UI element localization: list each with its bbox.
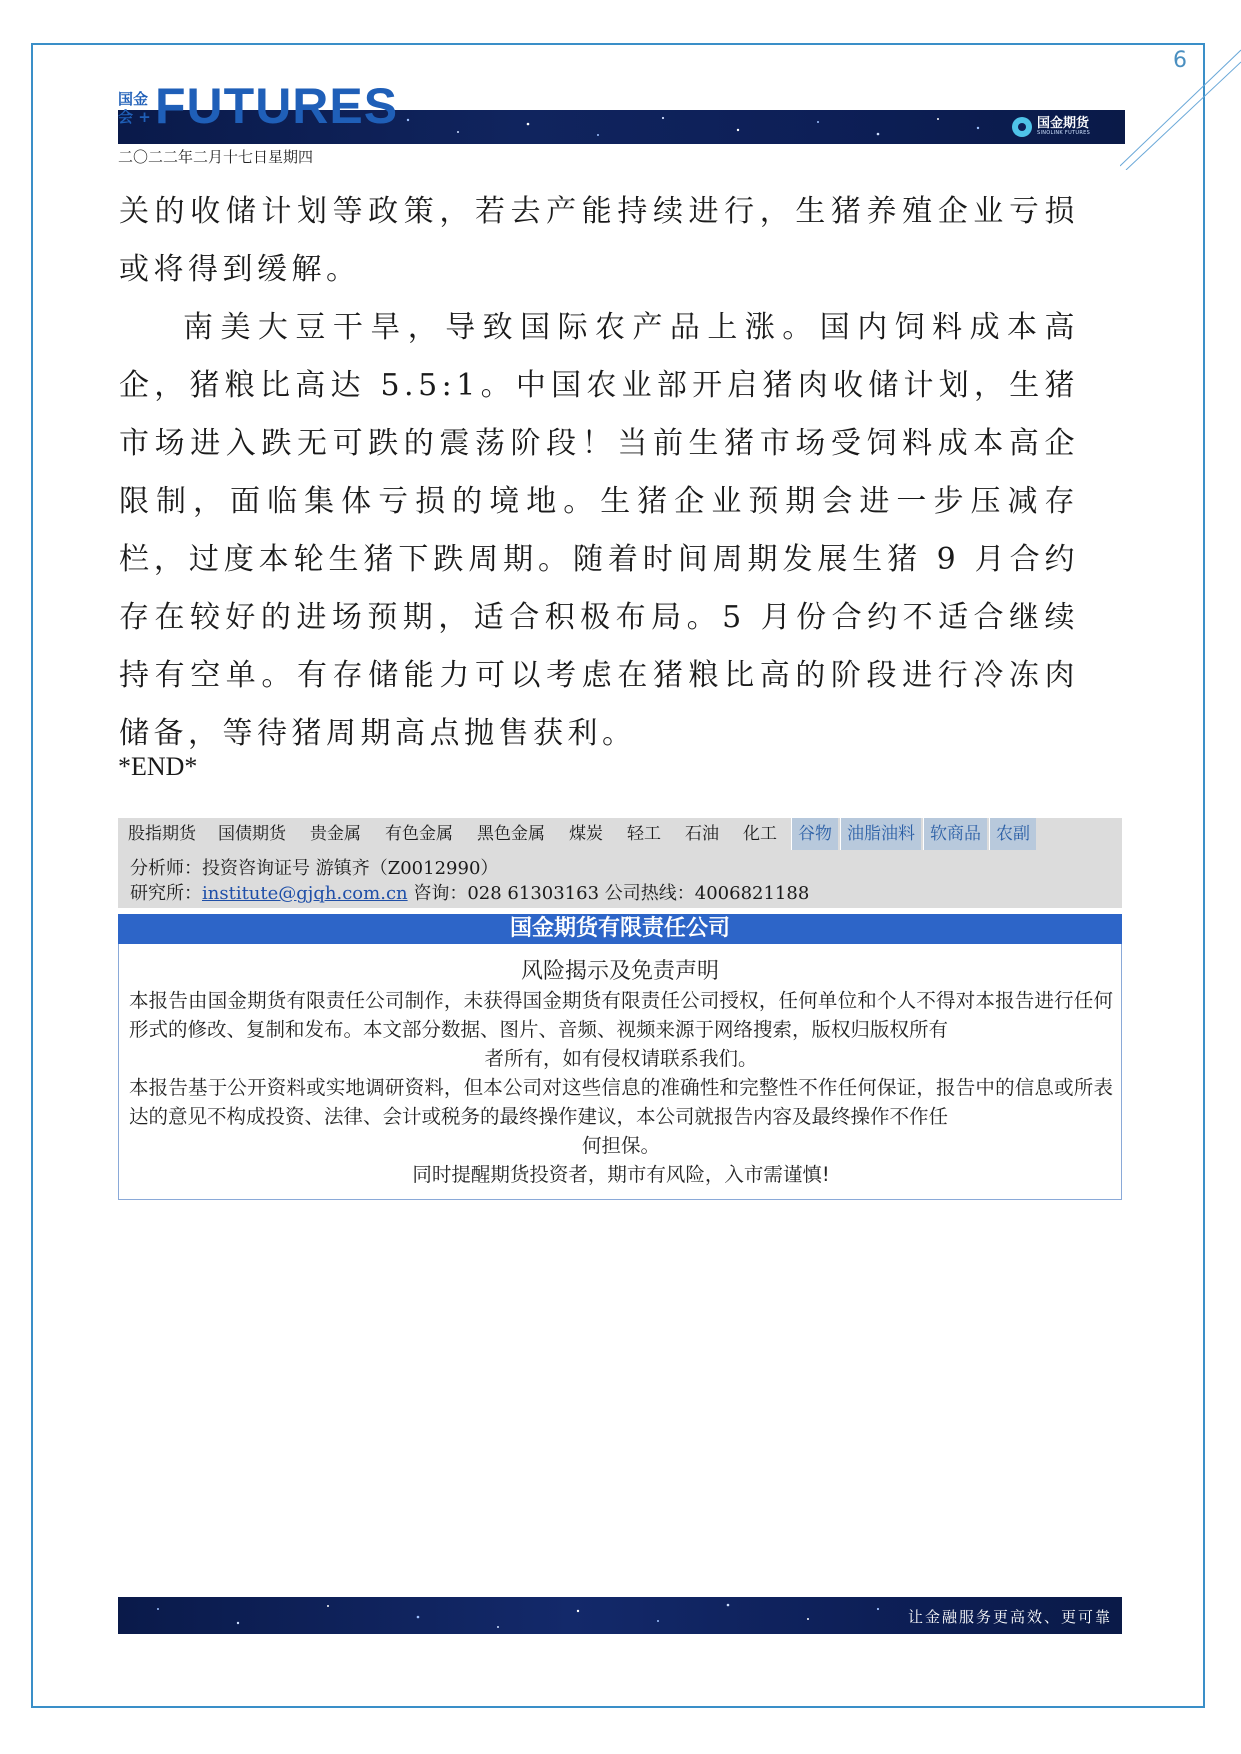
disclaimer-title: 风险揭示及免责声明	[520, 959, 719, 984]
brand-badge	[1012, 115, 1090, 139]
logo-futures: FUTURES	[155, 78, 399, 134]
report-body	[119, 183, 1079, 763]
brand-name: 国金期货	[1037, 116, 1090, 131]
risk-warning: 同时提醒期货投资者，期市有风险，入市需谨慎!	[412, 1163, 830, 1186]
email-link[interactable]: institute@gjqh.com.cn	[202, 883, 408, 904]
disclaimer-paragraph-end: 者所有，如有侵权请联系我们。	[484, 1047, 758, 1070]
category-item-highlighted[interactable]: 谷物	[791, 818, 838, 850]
category-row	[118, 818, 1036, 850]
category-item[interactable]: 化工	[743, 824, 777, 844]
category-item-highlighted[interactable]: 农副	[989, 818, 1036, 850]
disclaimer-paragraph-end: 何担保。	[581, 1134, 660, 1157]
category-item[interactable]: 黑色金属	[477, 824, 545, 844]
logo-chinese: 国金 会 +	[118, 90, 151, 126]
category-item[interactable]: 石油	[685, 824, 719, 844]
brand-logo-icon	[1012, 117, 1032, 137]
category-item[interactable]: 轻工	[627, 824, 661, 844]
category-item[interactable]: 煤炭	[569, 824, 603, 844]
category-item[interactable]: 有色金属	[385, 824, 453, 844]
disclaimer-box	[118, 944, 1122, 1200]
disclaimer-body	[129, 986, 1113, 1189]
contact-info	[130, 879, 809, 905]
footer-band	[118, 1597, 1122, 1634]
end-mark: *END*	[118, 752, 198, 781]
footer-slogan: 让金融服务更高效、更可靠	[907, 1608, 1112, 1626]
report-date: 二〇二二年二月十七日星期四	[118, 148, 314, 166]
company-name-bar: 国金期货有限责任公司	[118, 914, 1122, 944]
category-item[interactable]: 国债期货	[218, 824, 286, 844]
paragraph: 南美大豆干旱，导致国际农产品上涨。国内饲料成本高企，猪粮比高达 5.5:1。中国农业部开启猪肉收储计划，生猪市场进入跌无可跌的震荡阶段！当前生猪市场受饲料成本高企限制，面临集体亏损的境地。生猪企业预期会进一步压减存栏，过度本轮生猪下跌周期。随着时间周期发展生猪 9 月合约存在较好的进场预期，适合积极布局。5 月份合约不适合继续持有空单。有存储能力可以考虑在猪粮比高的阶段进行冷冻肉储备，等待猪周期高点抛售获利。	[119, 310, 1079, 751]
category-item[interactable]: 贵金属	[310, 824, 361, 844]
corner-decoration	[1120, 40, 1241, 170]
institute-label: 研究所：	[130, 883, 202, 904]
analyst-info: 分析师：投资咨询证号 游镇齐（Z0012990）	[130, 858, 499, 879]
category-item-highlighted[interactable]: 软商品	[923, 818, 987, 850]
disclaimer-paragraph: 本报告由国金期货有限责任公司制作，未获得国金期货有限责任公司授权，任何单位和个人不得对本报告进行任何形式的修改、复制和发布。本文部分数据、图片、音频、视频来源于网络搜索，版权归版权所有	[129, 989, 1113, 1041]
paragraph: 关的收储计划等政策，若去产能持续进行，生猪养殖企业亏损或将得到缓解。	[119, 194, 1079, 287]
category-bar	[118, 818, 1122, 908]
category-item-highlighted[interactable]: 油脂油料	[840, 818, 921, 850]
page-number: 6	[1173, 48, 1187, 73]
disclaimer-paragraph: 本报告基于公开资料或实地调研资料，但本公司对这些信息的准确性和完整性不作任何保证，报告中的信息或所表达的意见不构成投资、法律、会计或税务的最终操作建议，本公司就报告内容及最终操作不作任	[129, 1076, 1113, 1128]
contact-details: 咨询：028 61303163 公司热线：4006821188	[407, 883, 810, 904]
brand-subtitle: SINOLINK FUTURES	[1037, 130, 1091, 136]
category-item[interactable]: 股指期货	[128, 824, 196, 844]
